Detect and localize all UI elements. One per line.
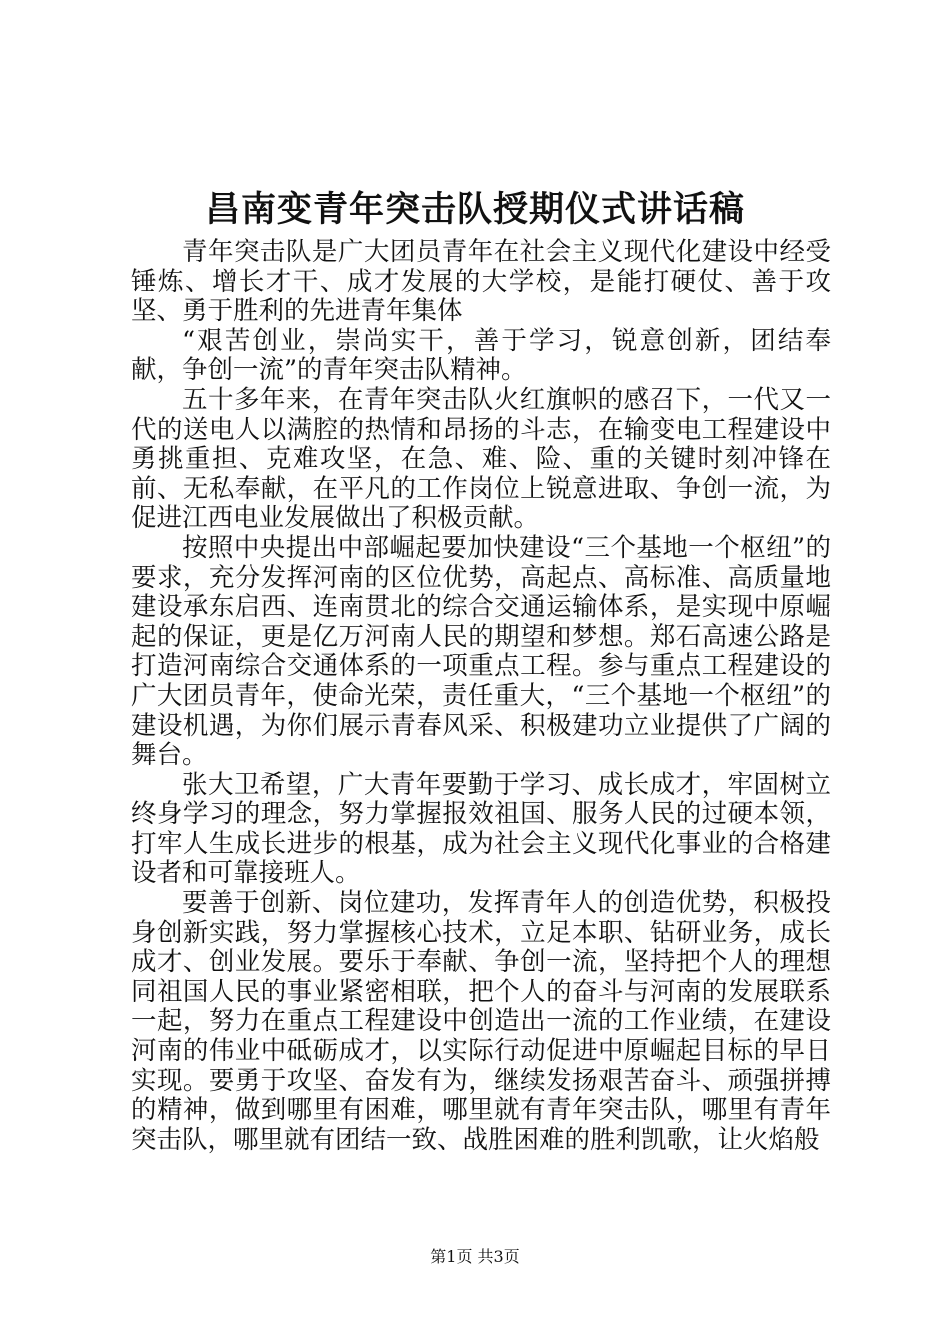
- paragraph: 青年突击队是广大团员青年在社会主义现代化建设中经受锤炼、增长才干、成才发展的大学校，是能打硬仗、善于攻坚、勇于胜利的先进青年集体: [131, 237, 831, 327]
- page-number-footer: 第1页 共3页: [430, 1247, 520, 1266]
- paragraph: “艰苦创业，崇尚实干，善于学习，锐意创新，团结奉献，争创一流”的青年突击队精神。: [131, 325, 831, 386]
- paragraph: 要善于创新、岗位建功，发挥青年人的创造优势，积极投身创新实践，努力掌握核心技术，立足本职、钻研业务，成长成才、创业发展。要乐于奉献、争创一流，坚持把个人的理想同祖国人民的事业紧密相联，把个人的奋斗与河南的发展联系一起，努力在重点工程建设中创造出一流的工作业绩，在建设河南的伟业中砥砺成才，以实际行动促进中原崛起目标的早日实现。要勇于攻坚、奋发有为，继续发扬艰苦奋斗、顽强拼搏的精神，做到哪里有困难，哪里就有青年突击队，哪里有青年突击队，哪里就有团结一致、战胜困难的胜利凯歌，让火焰般: [131, 888, 831, 1155]
- paragraph: 按照中央提出中部崛起要加快建设“三个基地一个枢纽”的要求，充分发挥河南的区位优势，高起点、高标准、高质量地建设承东启西、连南贯北的综合交通运输体系，是实现中原崛起的保证，更是亿万河南人民的期望和梦想。郑石高速公路是打造河南综合交通体系的一项重点工程。参与重点工程建设的广大团员青年，使命光荣，责任重大，“三个基地一个枢纽”的建设机遇，为你们展示青春风采、积极建功立业提供了广阔的舞台。: [131, 532, 831, 771]
- document-body: [131, 238, 831, 1155]
- document-title: 昌南变青年突击队授期仪式讲话稿: [204, 189, 745, 230]
- paragraph: 张大卫希望，广大青年要勤于学习、成长成才，牢固树立终身学习的理念，努力掌握报效祖国、服务人民的过硬本领，打牢人生成长进步的根基，成为社会主义现代化事业的合格建设者和可靠接班人。: [131, 769, 831, 889]
- paragraph: 五十多年来，在青年突击队火红旗帜的感召下，一代又一代的送电人以满腔的热情和昂扬的斗志，在输变电工程建设中勇挑重担、克难攻坚，在急、难、险、重的关键时刻冲锋在前、无私奉献，在平凡的工作岗位上锐意进取、争创一流，为促进江西电业发展做出了积极贡献。: [131, 384, 831, 534]
